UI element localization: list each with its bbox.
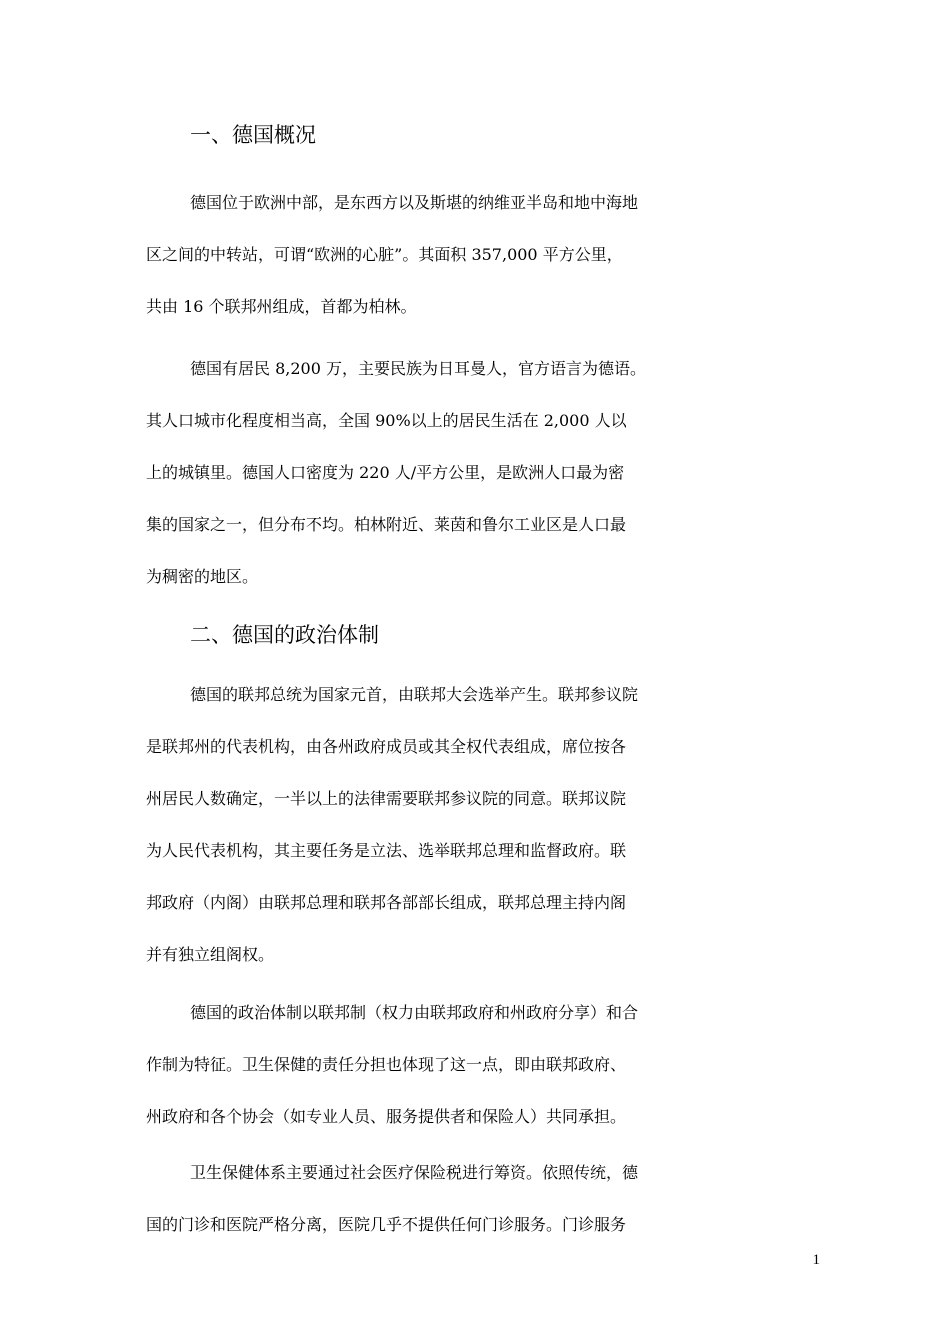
paragraph-healthcare-financing — [146, 1160, 806, 1264]
text-line: 州政府和各个协会（如专业人员、服务提供者和保险人）共同承担。 — [146, 1107, 627, 1126]
text-line: 为人民代表机构，其主要任务是立法、选举联邦总理和监督政府。联 — [146, 841, 627, 860]
text-line: 德国的政治体制以联邦制（权力由联邦政府和州政府分享）和合 — [190, 1003, 639, 1022]
text-line: 并有独立组阁权。 — [146, 945, 275, 964]
text-line: 邦政府（内阁）由联邦总理和联邦各部部长组成，联邦总理主持内阁 — [146, 893, 627, 912]
text-line: 德国的联邦总统为国家元首，由联邦大会选举产生。联邦参议院 — [190, 685, 639, 704]
text-line: 州居民人数确定，一半以上的法律需要联邦参议院的同意。联邦议院 — [146, 789, 627, 808]
text-line: 德国位于欧洲中部，是东西方以及斯堪的纳维亚半岛和地中海地 — [190, 193, 639, 212]
paragraph-location — [146, 190, 806, 346]
text-line: 其人口城市化程度相当高，全国 90%以上的居民生活在 2,000 人以 — [146, 411, 627, 430]
text-line: 卫生保健体系主要通过社会医疗保险税进行筹资。依照传统，德 — [190, 1163, 639, 1182]
text-line: 国的门诊和医院严格分离，医院几乎不提供任何门诊服务。门诊服务 — [146, 1215, 627, 1234]
text-line: 共由 16 个联邦州组成，首都为柏林。 — [146, 297, 417, 316]
section-heading-germany-overview: 一、德国概况 — [190, 123, 316, 147]
page-number: 1 — [812, 1252, 820, 1268]
paragraph-population — [146, 356, 806, 616]
text-line: 德国有居民 8,200 万，主要民族为日耳曼人，官方语言为德语。 — [190, 359, 646, 378]
text-line: 是联邦州的代表机构，由各州政府成员或其全权代表组成，席位按各 — [146, 737, 627, 756]
paragraph-federal-structure — [146, 682, 806, 994]
section-heading-political-system: 二、德国的政治体制 — [190, 623, 379, 647]
text-line: 区之间的中转站，可谓“欧洲的心脏”。其面积 357,000 平方公里， — [146, 245, 623, 264]
document-body — [146, 116, 806, 1264]
text-line: 作制为特征。卫生保健的责任分担也体现了这一点，即由联邦政府、 — [146, 1055, 627, 1074]
paragraph-federalism — [146, 1000, 806, 1156]
text-line: 上的城镇里。德国人口密度为 220 人/平方公里，是欧洲人口最为密 — [146, 463, 625, 482]
text-line: 为稠密的地区。 — [146, 567, 259, 586]
text-line: 集的国家之一，但分布不均。柏林附近、莱茵和鲁尔工业区是人口最 — [146, 515, 627, 534]
